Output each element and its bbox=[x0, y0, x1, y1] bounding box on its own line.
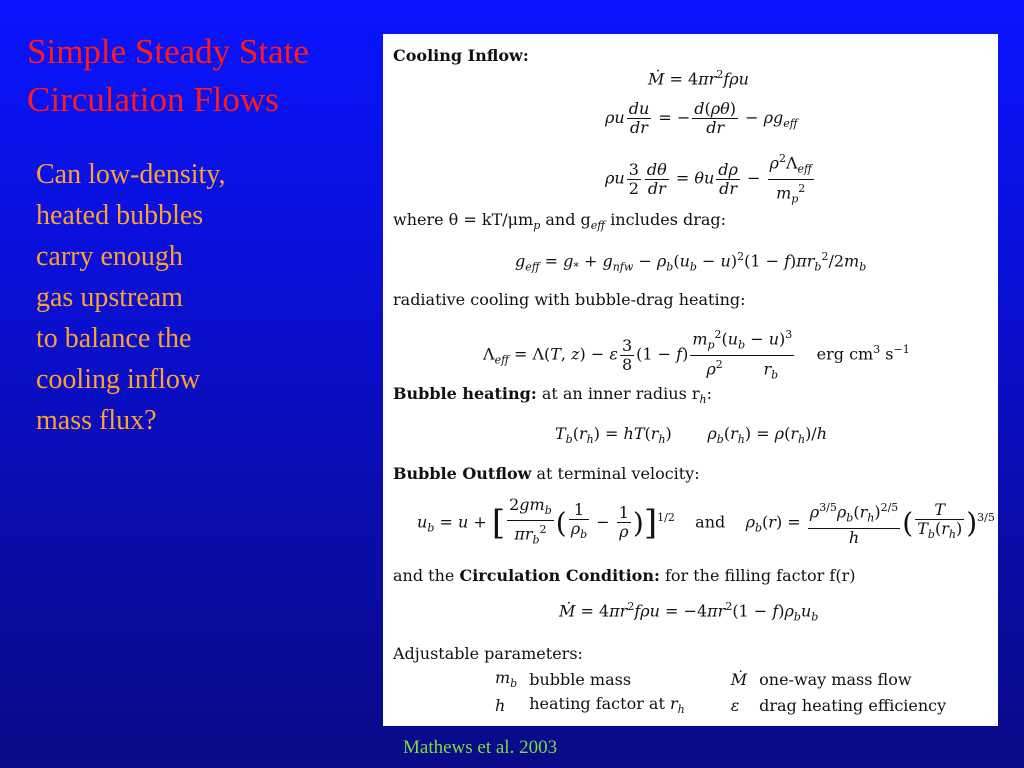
param-symbol: h bbox=[495, 695, 506, 715]
bubble-heating-equation: $T_b(r_h) = hT(r_h)$ $\rho_b(r_h) = \rho(r_h)/h$ bbox=[555, 424, 828, 447]
slide-title-line-1: Simple Steady State bbox=[27, 32, 309, 71]
param-symbol: $m_b$ bbox=[495, 668, 518, 691]
slide-title bbox=[27, 28, 372, 124]
question-line: gas upstream bbox=[36, 282, 183, 313]
cooling-inflow-heading: Cooling Inflow: bbox=[393, 46, 529, 65]
slide-title-line-2: Circulation Flows bbox=[27, 80, 279, 119]
question-line: carry enough bbox=[36, 241, 183, 272]
energy-equation: ρu $\frac{3}{2}$ $\frac{d\theta}{dr}$ = θu $\frac{d\rho}{dr}$ − $\frac{\rho^2\Lambda_{eff}}{m_p^2}$ bbox=[605, 152, 812, 206]
radiative-text: radiative cooling with bubble-drag heating: bbox=[393, 290, 746, 309]
param-symbol: ε bbox=[730, 695, 740, 715]
question-line: mass flux? bbox=[36, 405, 157, 436]
geff-equation: $g_{eff} = g_* + g_{nfw} - \rho_b(u_b - u)^2(1 - f)\pi r_b^2/2m_b$ bbox=[515, 250, 867, 274]
where-text: where $\theta = kT/\mu m_p$ and $g_{eff}$ includes drag: bbox=[393, 210, 727, 233]
equation-panel bbox=[383, 34, 998, 726]
param-symbol: Ṁ bbox=[730, 669, 748, 689]
question-line: heated bubbles bbox=[36, 200, 204, 231]
question-text bbox=[36, 154, 366, 441]
momentum-equation: ρu $\frac{du}{dr}$ = − $\frac{d(\rho\theta)}{dr}$ − $\rho g_{eff}$ bbox=[605, 99, 798, 137]
parameter-row bbox=[489, 692, 952, 718]
adjustable-parameters-heading: Adjustable parameters: bbox=[393, 644, 583, 663]
bubble-outflow-equation: $u_b = u$ + [ $\frac{2gm_b}{\pi r_b^2}$ ( $\frac{1}{\rho_b}$ − $\frac{1}{\rho}$ )]$^{1/2}$ and $\rho_b(r)$ = $\frac{\rho^{3/5}\rho_b(r_h)^{2/5}}{h}$ ( $\frac{T}{T_b(r_h)}$ )$^{3/5}$ bbox=[417, 495, 995, 547]
question-line: Can low-density, bbox=[36, 159, 226, 190]
param-desc: drag heating efficiency bbox=[759, 695, 947, 715]
bubble-outflow-line: Bubble Outflow at terminal velocity: bbox=[393, 464, 700, 483]
circulation-condition-line: and the Circulation Condition: for the filling factor f(r) bbox=[393, 566, 856, 585]
citation: Mathews et al. 2003 bbox=[403, 737, 558, 758]
circulation-equation: Ṁ = $4\pi r^2f\rho u = -4\pi r^2(1 - f)\rho_bu_b$ bbox=[559, 600, 819, 624]
bubble-heating-line: Bubble heating: at an inner radius $r_h$: bbox=[393, 384, 713, 407]
parameters-table bbox=[489, 666, 952, 718]
question-line: cooling inflow bbox=[36, 364, 201, 395]
param-desc: bubble mass bbox=[529, 669, 632, 689]
question-line: to balance the bbox=[36, 323, 192, 354]
param-desc: heating factor at $r_h$ bbox=[529, 694, 685, 717]
mass-flow-equation: Ṁ = $4\pi r^2f\rho u$ bbox=[648, 68, 749, 89]
lambda-equation: $\Lambda_{eff} = \Lambda(T$, z) − ε $\frac{3}{8}$ (1 − f) $\frac{m_p^2(u_b - u)^3}{\rho^2 r_b}$ erg $cm^3$ $s^{-1}$ bbox=[483, 328, 910, 382]
param-desc: one-way mass flow bbox=[759, 669, 912, 689]
parameter-row bbox=[489, 666, 952, 692]
